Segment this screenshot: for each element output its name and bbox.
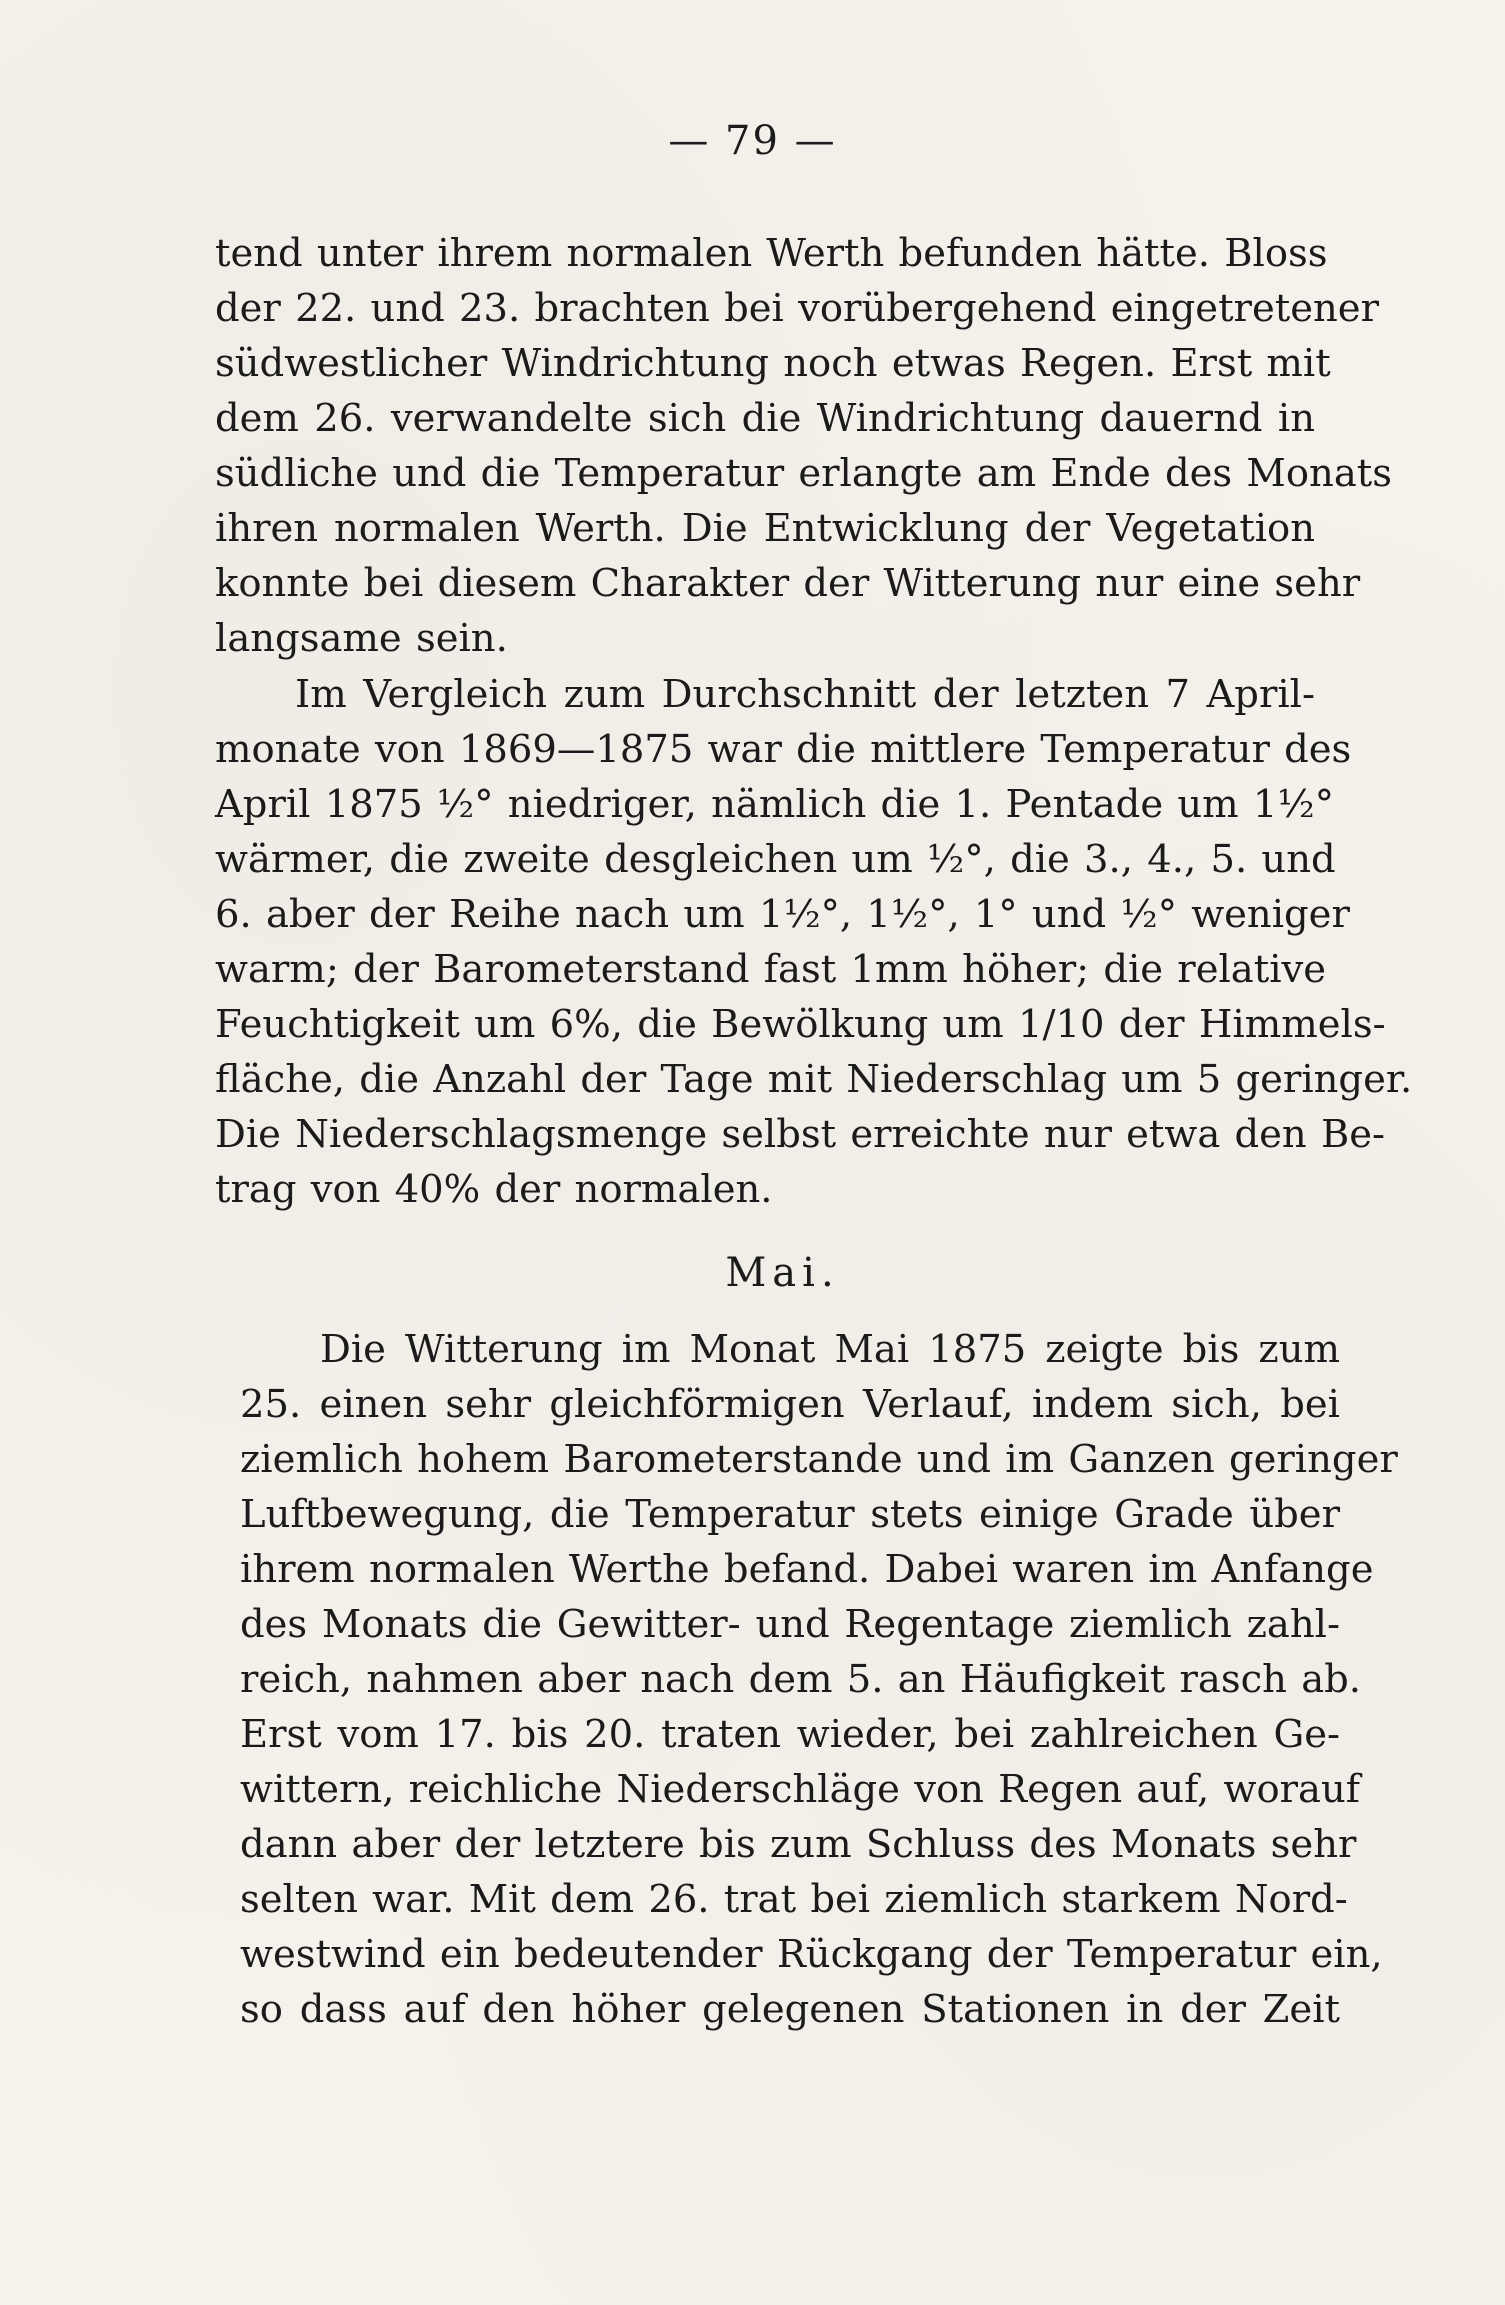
text-line: Erst vom 17. bis 20. traten wieder, bei zahlreichen Ge- [240, 1712, 1340, 1757]
text-line: der 22. und 23. brachten bei vorübergehend eingetretener [215, 286, 1379, 331]
text-line: konnte bei diesem Charakter der Witterung nur eine sehr [215, 561, 1361, 606]
text-line: südwestlicher Windrichtung noch etwas Regen. Erst mit [215, 341, 1331, 386]
text-line: monate von 1869—1875 war die mittlere Temperatur des [215, 727, 1352, 772]
paragraph-2 [215, 667, 1413, 1217]
text-line: so dass auf den höher gelegenen Stationen in der Zeit [240, 1987, 1340, 2032]
text-line: des Monats die Gewitter- und Regentage ziemlich zahl- [240, 1602, 1340, 1647]
text-line: ziemlich hohem Barometerstande und im Ganzen geringer [240, 1437, 1398, 1482]
text-line: dann aber der letztere bis zum Schluss des Monats sehr [240, 1822, 1357, 1867]
section-heading: Mai. [725, 1250, 840, 1296]
text-line: wittern, reichliche Niederschläge von Regen auf, worauf [240, 1767, 1361, 1812]
text-line: Die Witterung im Monat Mai 1875 zeigte bis zum [320, 1327, 1340, 1372]
text-line: langsame sein. [215, 616, 508, 661]
text-line: reich, nahmen aber nach dem 5. an Häufigkeit rasch ab. [240, 1657, 1362, 1702]
text-line: fläche, die Anzahl der Tage mit Niederschlag um 5 geringer. [215, 1057, 1413, 1102]
text-line: 6. aber der Reihe nach um 1½°, 1½°, 1° und ½° weniger [215, 892, 1350, 937]
text-line: ihrem normalen Werthe befand. Dabei waren im Anfange [240, 1547, 1374, 1592]
text-line: Die Niederschlagsmenge selbst erreichte nur etwa den Be- [215, 1112, 1386, 1157]
text-line: Feuchtigkeit um 6%, die Bewölkung um 1/10 der Himmels- [215, 1002, 1386, 1047]
text-line: südliche und die Temperatur erlangte am Ende des Monats [215, 451, 1392, 496]
text-line: wärmer, die zweite desgleichen um ½°, die 3., 4., 5. und [215, 837, 1336, 882]
text-line: westwind ein bedeutender Rückgang der Temperatur ein, [240, 1932, 1383, 1977]
paragraph-1 [215, 226, 1392, 666]
text-line: dem 26. verwandelte sich die Windrichtung dauernd in [215, 396, 1315, 441]
text-line: trag von 40% der normalen. [215, 1167, 773, 1212]
text-line: ihren normalen Werth. Die Entwicklung der Vegetation [215, 506, 1315, 551]
text-line: tend unter ihrem normalen Werth befunden hätte. Bloss [215, 231, 1328, 276]
text-line: Im Vergleich zum Durchschnitt der letzten 7 April- [295, 672, 1315, 717]
text-line: April 1875 ½° niedriger, nämlich die 1. Pentade um 1½° [215, 782, 1334, 827]
paragraph-3 [240, 1322, 1398, 2037]
text-line: selten war. Mit dem 26. trat bei ziemlich starkem Nord- [240, 1877, 1348, 1922]
text-line: warm; der Barometerstand fast 1mm höher; die relative [215, 947, 1327, 992]
text-line: 25. einen sehr gleichförmigen Verlauf, indem sich, bei [240, 1382, 1340, 1427]
page-number: — 79 — [668, 118, 837, 164]
text-line: Luftbewegung, die Temperatur stets einige Grade über [240, 1492, 1340, 1537]
